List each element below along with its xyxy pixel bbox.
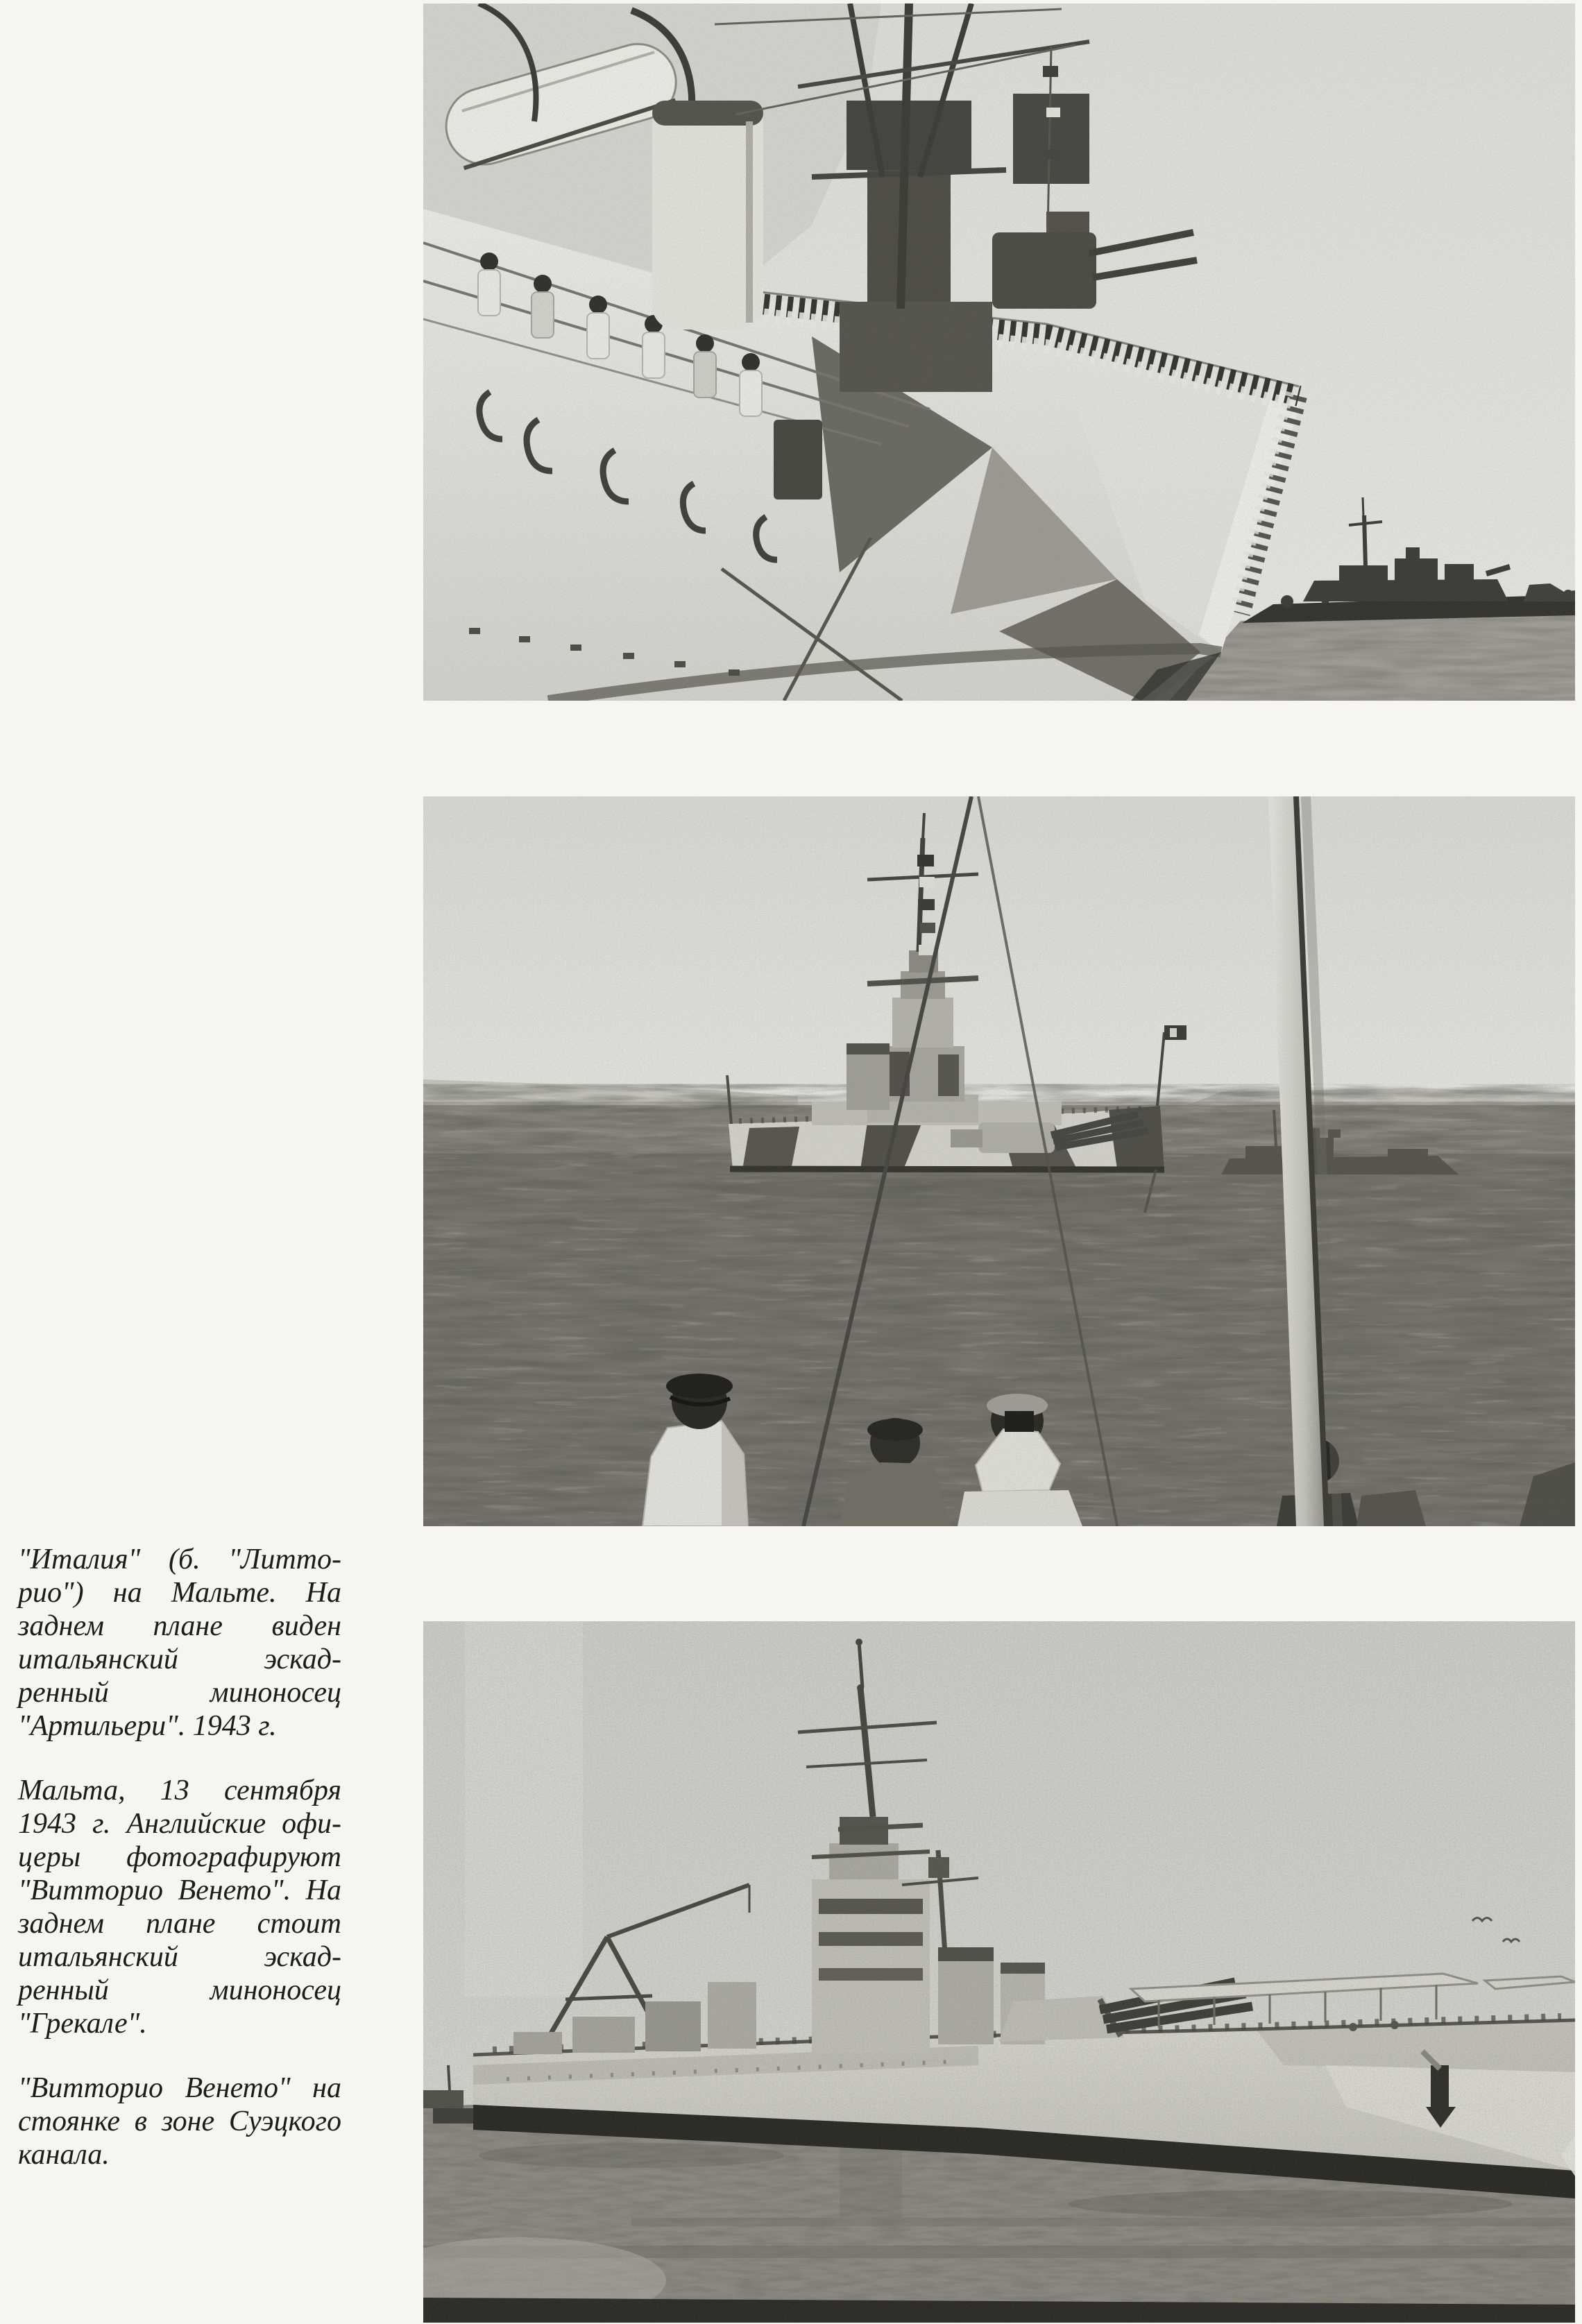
caption-column bbox=[18, 1543, 341, 2203]
caption-italia-malta: "Италия" (б. "Литторио") на Мальте. На заднем плане виден итальянский эскадренный миноносец "Артильери". 1943 г. bbox=[18, 1544, 341, 1742]
photo3-art bbox=[423, 1621, 1575, 2323]
caption-veneto-suez: "Витторио Венето" на стоянке в зоне Суэцкого канала. bbox=[18, 2072, 341, 2171]
film-grain bbox=[423, 1621, 1575, 2323]
film-grain bbox=[423, 796, 1575, 1526]
photo2-art bbox=[423, 796, 1575, 1526]
caption-veneto-malta: Мальта, 13 сентября 1943 г. Английские офицеры фотографируют "Витторио Венето". На заднем плане стоит итальянский эскадренный миноносец "Грекале". bbox=[18, 1775, 341, 2040]
film-grain bbox=[423, 3, 1575, 701]
photo-vittorio-veneto-at-malta bbox=[423, 796, 1575, 1526]
photo1-art bbox=[423, 3, 1575, 701]
photo-italia-at-malta bbox=[423, 3, 1575, 701]
photo-vittorio-veneto-suez bbox=[423, 1621, 1575, 2323]
